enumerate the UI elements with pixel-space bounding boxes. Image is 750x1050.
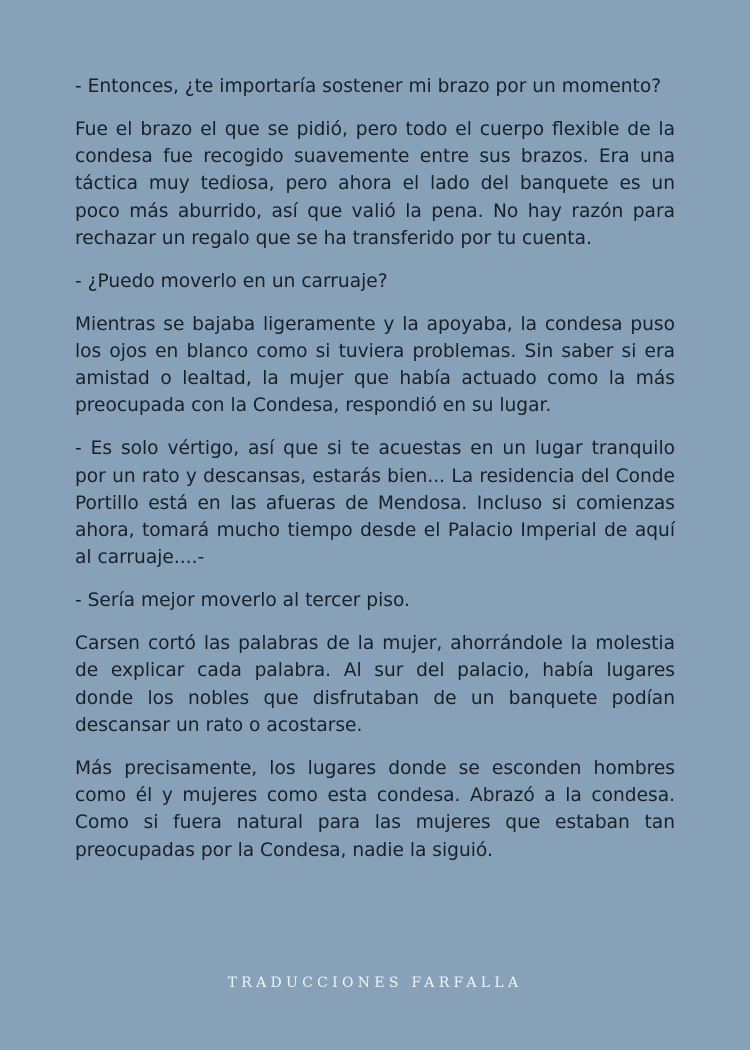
- text-body: [75, 73, 675, 879]
- footer-credit: TRADUCCIONES FARFALLA: [227, 975, 523, 991]
- paragraph: Fue el brazo el que se pidió, pero todo el cuerpo flexible de la condesa fue recogido suavemente entre sus brazos. Era una táctica muy tediosa, pero ahora el lado del banquete es un poco más aburrido, así que valió la pena. No hay razón para rechazar un regalo que se ha transferido por tu cuenta.: [75, 118, 675, 249]
- paragraph: - Es solo vértigo, así que si te acuestas en un lugar tranquilo por un rato y descansas, estarás bien... La residencia del Conde Portillo está en las afueras de Mendosa. Incluso si comienzas ahora, tomará mucho tiempo desde el Palacio Imperial de aquí al carruaje....-: [75, 438, 675, 569]
- paragraph: - ¿Puedo moverlo en un carruaje?: [75, 270, 388, 292]
- paragraph: Más precisamente, los lugares donde se esconden hombres como él y mujeres como esta condesa. Abrazó a la condesa. Como si fuera natural para las mujeres que estaban tan preocupadas por la Condesa, nadie la siguió.: [75, 757, 675, 861]
- paragraph: Mientras se bajaba ligeramente y la apoyaba, la condesa puso los ojos en blanco como si tuviera problemas. Sin saber si era amistad o lealtad, la mujer que había actuado como la más preocupada con la Condesa, respondió en su lugar.: [75, 313, 675, 417]
- paragraph: Carsen cortó las palabras de la mujer, ahorrándole la molestia de explicar cada palabra. Al sur del palacio, había lugares donde los nobles que disfrutaban de un banquete podían descansar un rato o acostarse.: [75, 633, 675, 736]
- paragraph: - Entonces, ¿te importaría sostener mi brazo por un momento?: [75, 76, 662, 97]
- paragraph: - Sería mejor moverlo al tercer piso.: [75, 590, 410, 612]
